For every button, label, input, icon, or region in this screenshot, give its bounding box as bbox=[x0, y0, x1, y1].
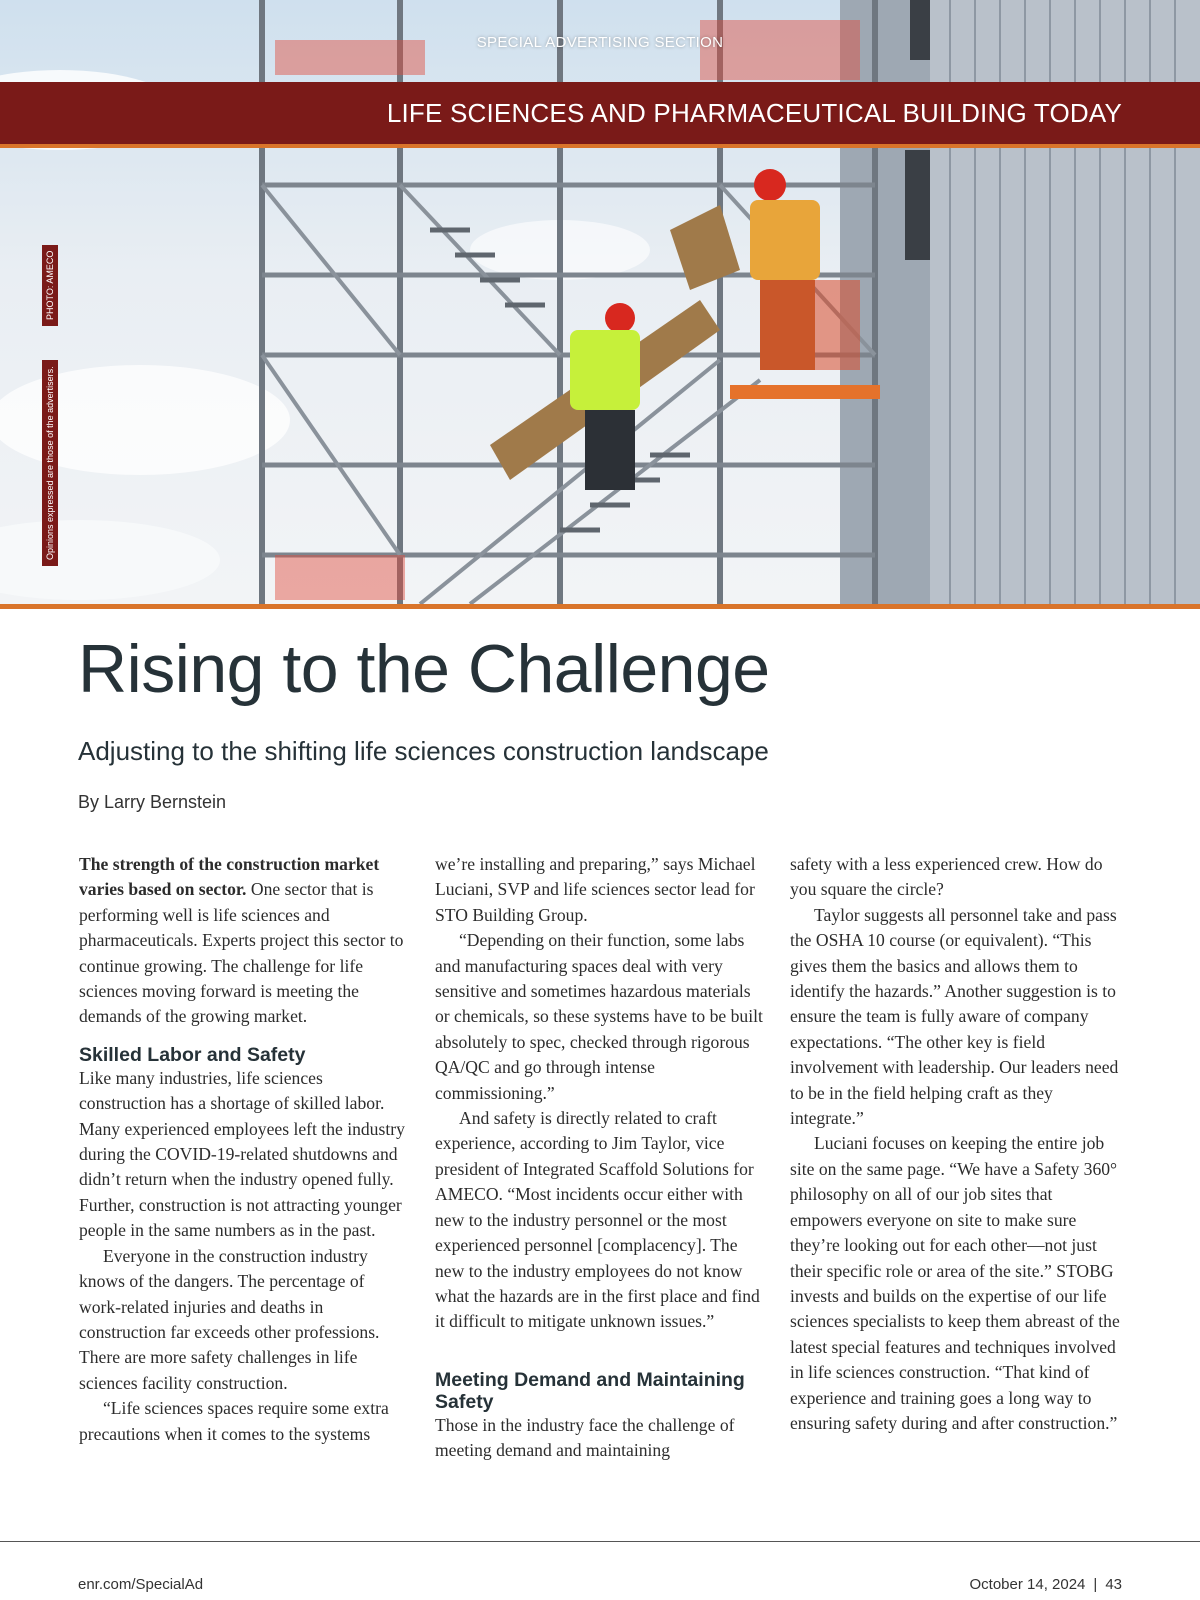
paragraph: safety with a less experienced crew. How do you square the circle? bbox=[790, 854, 1103, 900]
article-subtitle: Adjusting to the shifting life sciences construction landscape bbox=[78, 736, 769, 766]
lead-bold: The strength of the construction market varies based on sector. bbox=[79, 854, 380, 900]
paragraph: “Depending on their function, some labs and manufacturing spaces deal with very sensitive and sometimes hazardous materials or chemicals, so these systems have to be built absolutely to spec, checked through rigorous QA/QC and go through intense commissioning.” bbox=[435, 930, 763, 1103]
banner-title: LIFE SCIENCES AND PHARMACEUTICAL BUILDING TODAY bbox=[386, 98, 1122, 128]
lead-paragraph bbox=[79, 852, 409, 1030]
article-column-3 bbox=[790, 852, 1120, 1436]
byline: By Larry Bernstein bbox=[78, 792, 227, 812]
paragraph: Everyone in the construction industry knows of the dangers. The percentage of work-related injuries and deaths in construction far exceeds other professions. There are more safety challenges in life sciences facility construction. bbox=[79, 1245, 380, 1393]
page-number: 43 bbox=[1105, 1576, 1122, 1593]
special-advertising-label: SPECIAL ADVERTISING SECTION bbox=[476, 34, 724, 51]
footer-separator: | bbox=[1093, 1576, 1098, 1593]
hero-divider bbox=[0, 604, 1200, 609]
section-heading: Skilled Labor and Safety bbox=[79, 1043, 306, 1066]
paragraph: Like many industries, life sciences construction has a shortage of skilled labor. Many experienced employees left the industry during the COVID-19-related shutdowns and didn’t return when the industry opened fully. Further, construction is not attracting younger people in the same numbers as in the past. bbox=[79, 1067, 405, 1241]
footer-info bbox=[969, 1576, 1122, 1593]
footer-divider bbox=[0, 1541, 1200, 1542]
paragraph: And safety is directly related to craft experience, according to Jim Taylor, vice president of Integrated Scaffold Solutions for AMECO. “Most incidents occur either with new to the industry personnel or the most experienced personnel [complacency]. The new to the industry employees do not know what the hazards are in the first place and find it difficult to mitigate unknown issues.” bbox=[435, 1108, 760, 1332]
paragraph: Those in the industry face the challenge of meeting demand and maintaining bbox=[435, 1414, 735, 1461]
article-column-1 bbox=[79, 852, 409, 1447]
section-heading: Meeting Demand and Maintaining Safety bbox=[435, 1368, 745, 1413]
disclaimer: Opinions expressed are those of the advertisers. bbox=[42, 360, 58, 566]
paragraph: “Life sciences spaces require some extra precautions when it comes to the systems bbox=[79, 1398, 389, 1444]
lead-text: One sector that is performing well is life sciences and pharmaceuticals. Experts project this sector to continue growing. The challenge for life sciences moving forward is meeting the demands of the growing market. bbox=[79, 879, 404, 1027]
footer-url[interactable]: enr.com/SpecialAd bbox=[78, 1576, 204, 1593]
article-column-2 bbox=[435, 852, 765, 1464]
paragraph: Luciani focuses on keeping the entire job site on the same page. “We have a Safety 360° philosophy on all of our job sites that empowers everyone on site to make sure they’re looking out for each other—not just their specific role or area of the site.” STOBG invests and builds on the expertise of our life sciences specialists to keep them abreast of the latest special features and techniques involved in life sciences construction. “That kind of experience and training goes a long way to ensuring safety during and after construction.” bbox=[790, 1133, 1120, 1433]
section-banner bbox=[0, 82, 1200, 148]
issue-date: October 14, 2024 bbox=[969, 1576, 1086, 1593]
article-title: Rising to the Challenge bbox=[78, 631, 770, 707]
hero-photo bbox=[0, 0, 1200, 604]
photo-credit: PHOTO: AMECO bbox=[42, 245, 58, 326]
paragraph: we’re installing and preparing,” says Michael Luciani, SVP and life sciences sector lead for STO Building Group. bbox=[435, 854, 756, 925]
paragraph: Taylor suggests all personnel take and pass the OSHA 10 course (or equivalent). “This gives them the basics and allows them to identify the hazards.” Another suggestion is to ensure the team is fully aware of company expectations. “The other key is field involvement with leadership. Our leaders need to be in the field helping craft as they integrate.” bbox=[790, 904, 1119, 1129]
